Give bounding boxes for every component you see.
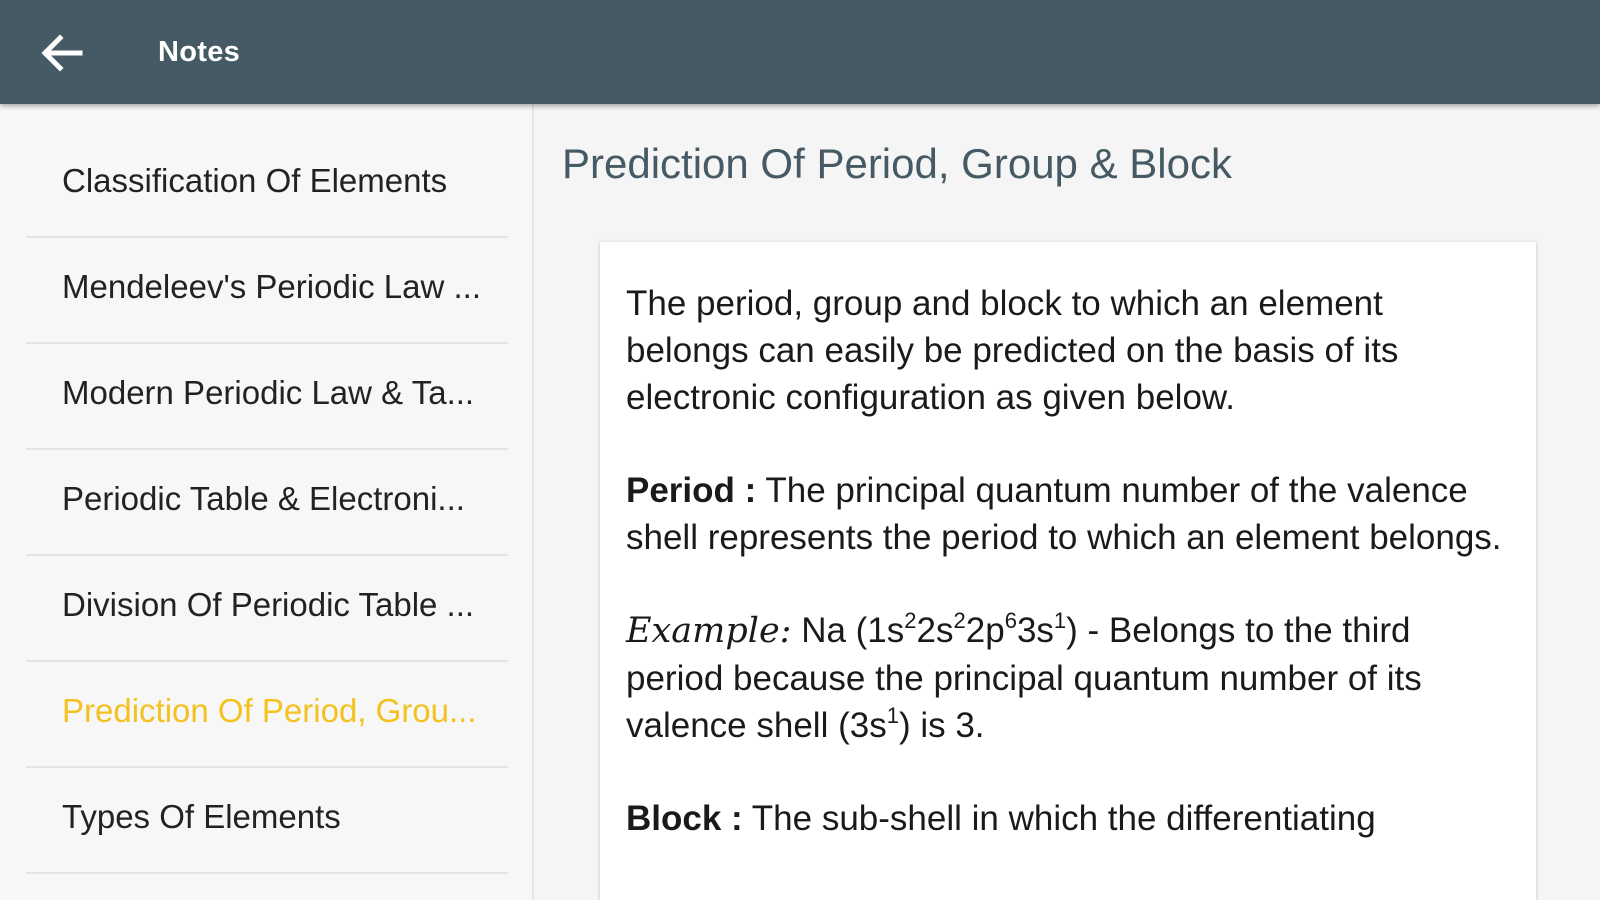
page-title: Prediction Of Period, Group & Block — [562, 140, 1232, 187]
note-card[interactable] — [600, 242, 1536, 900]
sidebar-item-label: Types Of Elements — [62, 798, 341, 835]
sidebar-item-prediction[interactable] — [26, 662, 508, 768]
app-bar — [0, 0, 1600, 104]
superscript: 6 — [1004, 608, 1017, 633]
block-label: Block : — [626, 799, 743, 838]
note-content[interactable] — [534, 104, 1600, 900]
sidebar-item-division[interactable] — [26, 556, 508, 662]
sidebar-item-label: Periodic Table & Electroni... — [62, 480, 465, 517]
sidebar-item-label: Modern Periodic Law & Ta... — [62, 374, 475, 411]
example-paragraph — [626, 607, 1506, 749]
block-text: The sub-shell in which the differentiating — [751, 799, 1376, 838]
note-scroll-area[interactable] — [600, 242, 1536, 876]
example-end: ) is 3. — [898, 706, 985, 745]
superscript: 1 — [886, 703, 899, 728]
sidebar-item-types[interactable] — [26, 768, 508, 874]
sidebar-item-label: Mendeleev's Periodic Law ... — [62, 268, 482, 305]
sidebar-item-label: Division Of Periodic Table ... — [62, 586, 475, 623]
app-title: Notes — [158, 36, 241, 68]
period-label: Period : — [626, 471, 757, 510]
sidebar-item-mendeleev[interactable] — [26, 238, 508, 344]
sidebar-item-electronic-configuration[interactable] — [26, 450, 508, 556]
note-body — [626, 280, 1506, 876]
example-label: Example: — [626, 611, 792, 651]
example-3s: 3s — [1016, 611, 1054, 650]
period-text: The principal quantum number of the valence shell represents the period to which an element belongs. — [626, 471, 1502, 557]
example-na: Na (1s — [801, 611, 905, 650]
block-paragraph — [626, 795, 1506, 842]
superscript: 2 — [904, 608, 917, 633]
back-button[interactable] — [36, 30, 86, 76]
sidebar-item-label: Classification Of Elements — [62, 162, 448, 199]
intro-text: The period, group and block to which an element belongs can easily be predicted on the basis of its electronic configuration as given below. — [626, 284, 1399, 417]
example-rest: ) - Belongs to the third period because the principal quantum number of its valence shell (3s — [626, 611, 1422, 745]
superscript: 1 — [1053, 608, 1067, 633]
sidebar-item-modern-periodic-law[interactable] — [26, 344, 508, 450]
intro-paragraph — [626, 280, 1506, 421]
arrow-back-icon — [36, 30, 86, 76]
superscript: 2 — [953, 608, 966, 633]
sidebar-item-label: Prediction Of Period, Grou... — [62, 692, 477, 729]
notes-sidebar[interactable] — [0, 104, 534, 900]
example-2s: 2s — [916, 611, 954, 650]
example-2p: 2p — [965, 611, 1005, 650]
sidebar-item-classification[interactable] — [26, 104, 508, 238]
period-paragraph — [626, 467, 1506, 561]
